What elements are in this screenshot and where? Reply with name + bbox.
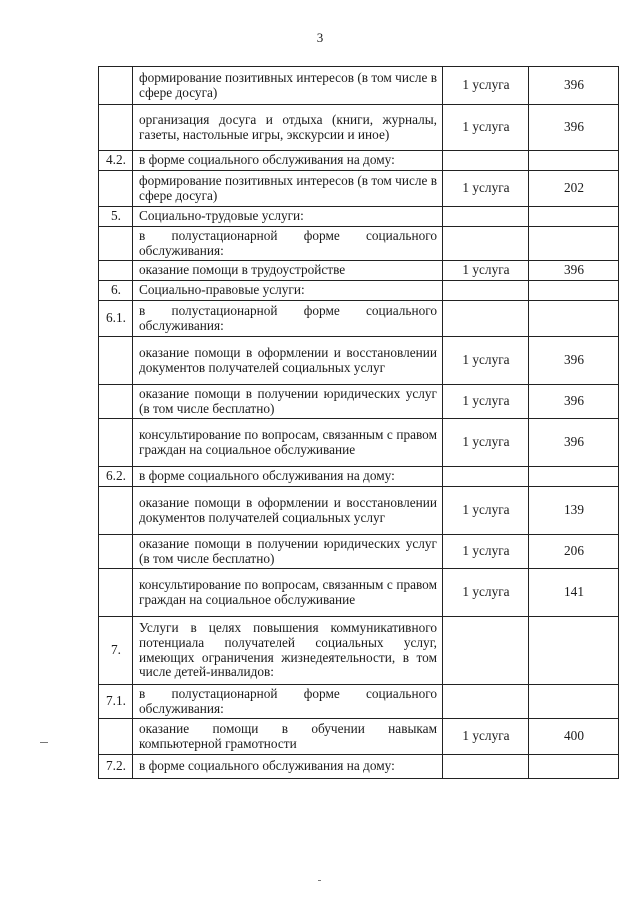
service-name: оказание помощи в трудоустройстве — [133, 261, 443, 281]
row-number — [99, 719, 133, 755]
service-price: 141 — [529, 569, 619, 617]
service-price — [529, 227, 619, 261]
service-unit: 1 услуга — [443, 569, 529, 617]
service-unit: 1 услуга — [443, 535, 529, 569]
service-price: 396 — [529, 67, 619, 105]
table-row — [99, 171, 619, 207]
service-unit — [443, 617, 529, 685]
row-number: 6.1. — [99, 301, 133, 337]
service-price — [529, 467, 619, 487]
service-unit: 1 услуга — [443, 171, 529, 207]
row-number: 7. — [99, 617, 133, 685]
service-unit: 1 услуга — [443, 719, 529, 755]
service-name: в полустационарной форме социального обслуживания: — [133, 227, 443, 261]
service-price: 400 — [529, 719, 619, 755]
row-number: 7.1. — [99, 685, 133, 719]
service-unit — [443, 207, 529, 227]
service-name: в форме социального обслуживания на дому: — [133, 467, 443, 487]
row-number: 6.2. — [99, 467, 133, 487]
service-price: 139 — [529, 487, 619, 535]
table-row — [99, 385, 619, 419]
service-unit: 1 услуга — [443, 419, 529, 467]
table-row — [99, 301, 619, 337]
table-row — [99, 685, 619, 719]
service-price: 396 — [529, 419, 619, 467]
scan-mark — [318, 880, 321, 881]
service-price — [529, 151, 619, 171]
service-name: в полустационарной форме социального обслуживания: — [133, 301, 443, 337]
service-name: в форме социального обслуживания на дому: — [133, 151, 443, 171]
row-number: 4.2. — [99, 151, 133, 171]
service-name: Социально-правовые услуги: — [133, 281, 443, 301]
row-number — [99, 337, 133, 385]
service-unit: 1 услуга — [443, 385, 529, 419]
service-unit — [443, 151, 529, 171]
service-price: 202 — [529, 171, 619, 207]
service-name: организация досуга и отдыха (книги, журналы, газеты, настольные игры, экскурсии и иное) — [133, 105, 443, 151]
service-name: оказание помощи в обучении навыкам компьютерной грамотности — [133, 719, 443, 755]
service-name: оказание помощи в получении юридических услуг (в том числе бесплатно) — [133, 535, 443, 569]
service-price — [529, 617, 619, 685]
service-price: 396 — [529, 105, 619, 151]
service-unit: 1 услуга — [443, 337, 529, 385]
row-number — [99, 67, 133, 105]
service-unit — [443, 281, 529, 301]
service-price: 396 — [529, 385, 619, 419]
row-number — [99, 171, 133, 207]
row-number — [99, 105, 133, 151]
table-row — [99, 755, 619, 779]
table-row — [99, 151, 619, 171]
row-number — [99, 535, 133, 569]
service-price: 206 — [529, 535, 619, 569]
service-price — [529, 755, 619, 779]
row-number — [99, 419, 133, 467]
table-row — [99, 261, 619, 281]
service-price — [529, 301, 619, 337]
table-row — [99, 467, 619, 487]
service-unit — [443, 685, 529, 719]
table-row — [99, 535, 619, 569]
service-unit: 1 услуга — [443, 105, 529, 151]
row-number: 5. — [99, 207, 133, 227]
table-row — [99, 227, 619, 261]
service-name: формирование позитивных интересов (в том числе в сфере досуга) — [133, 67, 443, 105]
service-name: Услуги в целях повышения коммуникативного потенциала получателей социальных услуг, имеющих ограничения жизнедеятельности, в том числе детей-инвалидов: — [133, 617, 443, 685]
service-unit: 1 услуга — [443, 261, 529, 281]
service-name: оказание помощи в оформлении и восстановлении документов получателей социальных услуг — [133, 487, 443, 535]
table-row — [99, 487, 619, 535]
service-unit — [443, 755, 529, 779]
service-price — [529, 685, 619, 719]
row-number: 7.2. — [99, 755, 133, 779]
table-row — [99, 207, 619, 227]
service-unit — [443, 467, 529, 487]
service-unit — [443, 301, 529, 337]
table-row — [99, 719, 619, 755]
service-name: консультирование по вопросам, связанным с правом граждан на социальное обслуживание — [133, 569, 443, 617]
service-price — [529, 281, 619, 301]
table-row — [99, 67, 619, 105]
row-number — [99, 385, 133, 419]
service-unit: 1 услуга — [443, 67, 529, 105]
service-name: консультирование по вопросам, связанным с правом граждан на социальное обслуживание — [133, 419, 443, 467]
table-row — [99, 569, 619, 617]
service-price — [529, 207, 619, 227]
service-name: оказание помощи в получении юридических услуг (в том числе бесплатно) — [133, 385, 443, 419]
service-name: формирование позитивных интересов (в том числе в сфере досуга) — [133, 171, 443, 207]
table-row — [99, 337, 619, 385]
row-number — [99, 487, 133, 535]
row-number — [99, 227, 133, 261]
service-name: в полустационарной форме социального обслуживания: — [133, 685, 443, 719]
scan-mark — [40, 742, 48, 743]
service-name: в форме социального обслуживания на дому: — [133, 755, 443, 779]
table-row — [99, 617, 619, 685]
service-price: 396 — [529, 261, 619, 281]
service-unit — [443, 227, 529, 261]
service-name: оказание помощи в оформлении и восстановлении документов получателей социальных услуг — [133, 337, 443, 385]
table-row — [99, 105, 619, 151]
service-unit: 1 услуга — [443, 487, 529, 535]
page-number: 3 — [316, 30, 324, 45]
service-price: 396 — [529, 337, 619, 385]
row-number — [99, 569, 133, 617]
table-row — [99, 419, 619, 467]
table-row — [99, 281, 619, 301]
services-table — [98, 66, 619, 779]
service-name: Социально-трудовые услуги: — [133, 207, 443, 227]
row-number — [99, 261, 133, 281]
row-number: 6. — [99, 281, 133, 301]
